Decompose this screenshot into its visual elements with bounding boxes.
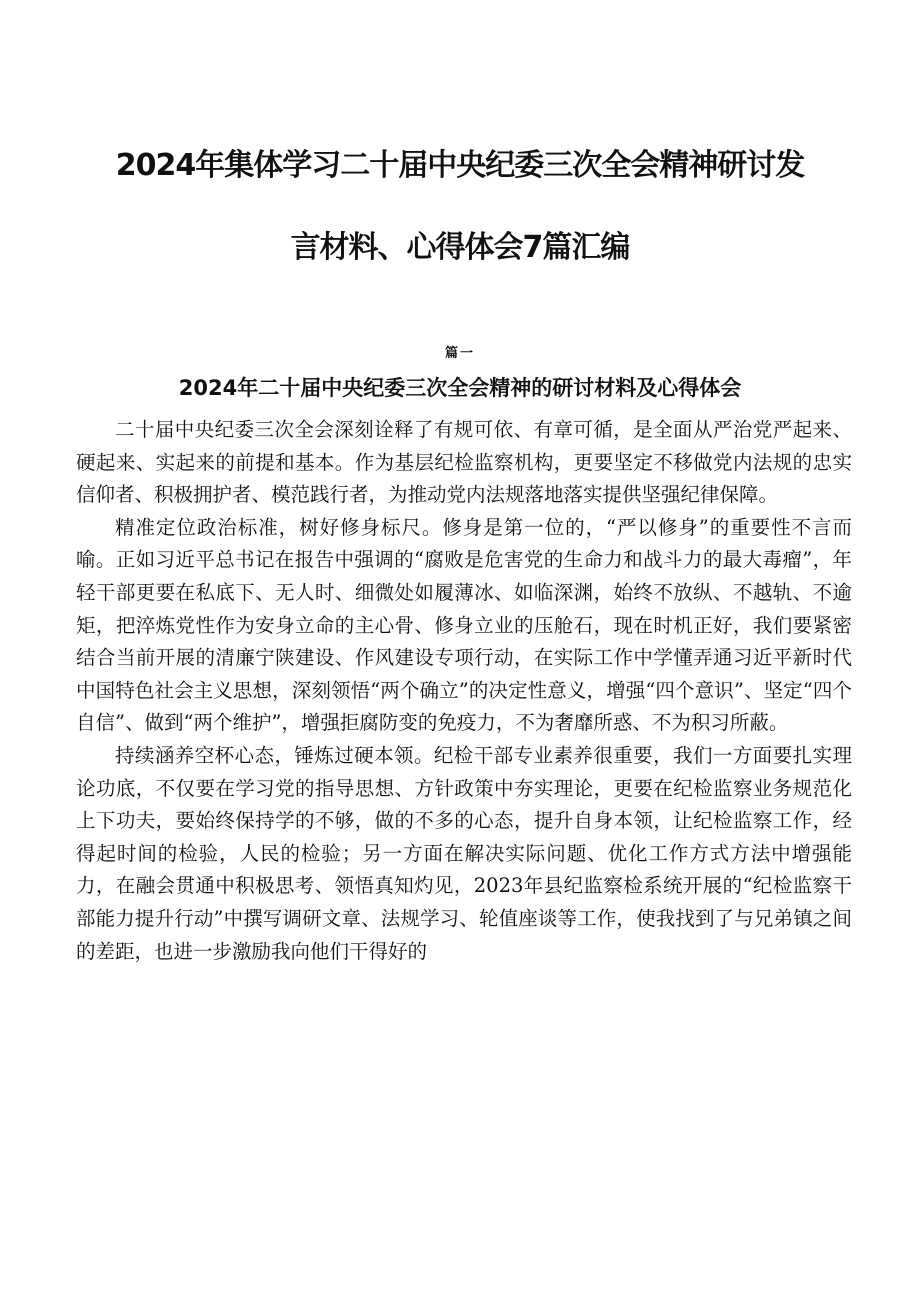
- body-text: [76, 414, 852, 968]
- section-title: 2024年二十届中央纪委三次全会精神的研讨材料及心得体会: [178, 376, 742, 400]
- paragraph-2: 精准定位政治标准，树好修身标尺。修身是第一位的，“严以修身”的重要性不言而喻。正如习近平总书记在报告中强调的“腐败是危害党的生命力和战斗力的最大毒瘤”，年轻干部更要在私底下、无人时、细微处如履薄冰、如临深渊，始终不放纵、不越轨、不逾矩，把淬炼党性作为安身立命的主心骨、修身立业的压舱石，现在时机正好，我们要紧密结合当前开展的清廉宁陕建设、作风建设专项行动，在实际工作中学懂弄通习近平新时代中国特色社会主义思想，深刻领悟“两个确立”的决定性意义，增强“四个意识”、坚定“四个自信”、做到“两个维护”，增强拒腐防变的免疫力，不为奢靡所惑、不为积习所蔽。: [76, 515, 852, 735]
- section-label: 篇一: [444, 346, 475, 361]
- document-title-line-1: 2024年集体学习二十届中央纪委三次全会精神研讨发: [115, 148, 805, 183]
- document-title-line-2: 言材料、心得体会7篇汇编: [290, 230, 630, 265]
- paragraph-1: 二十届中央纪委三次全会深刻诠释了有规可依、有章可循，是全面从严治党严起来、硬起来、实起来的前提和基本。作为基层纪检监察机构，更要坚定不移做党内法规的忠实信仰者、积极拥护者、模范践行者，为推动党内法规落地落实提供坚强纪律保障。: [76, 418, 852, 507]
- paragraph-3: 持续涵养空杯心态，锤炼过硬本领。纪检干部专业素养很重要，我们一方面要扎实理论功底，不仅要在学习党的指导思想、方针政策中夯实理论，更要在纪检监察业务规范化上下功夫，要始终保持学的不够，做的不多的心态，提升自身本领，让纪检监察工作，经得起时间的检验，人民的检验；另一方面在解决实际问题、优化工作方式方法中增强能力，在融会贯通中积极思考、领悟真知灼见，2023年县纪监察检系统开展的“纪检监察干部能力提升行动”中撰写调研文章、法规学习、轮值座谈等工作，使我找到了与兄弟镇之间的差距，也进一步激励我向他们干得好的: [76, 743, 852, 963]
